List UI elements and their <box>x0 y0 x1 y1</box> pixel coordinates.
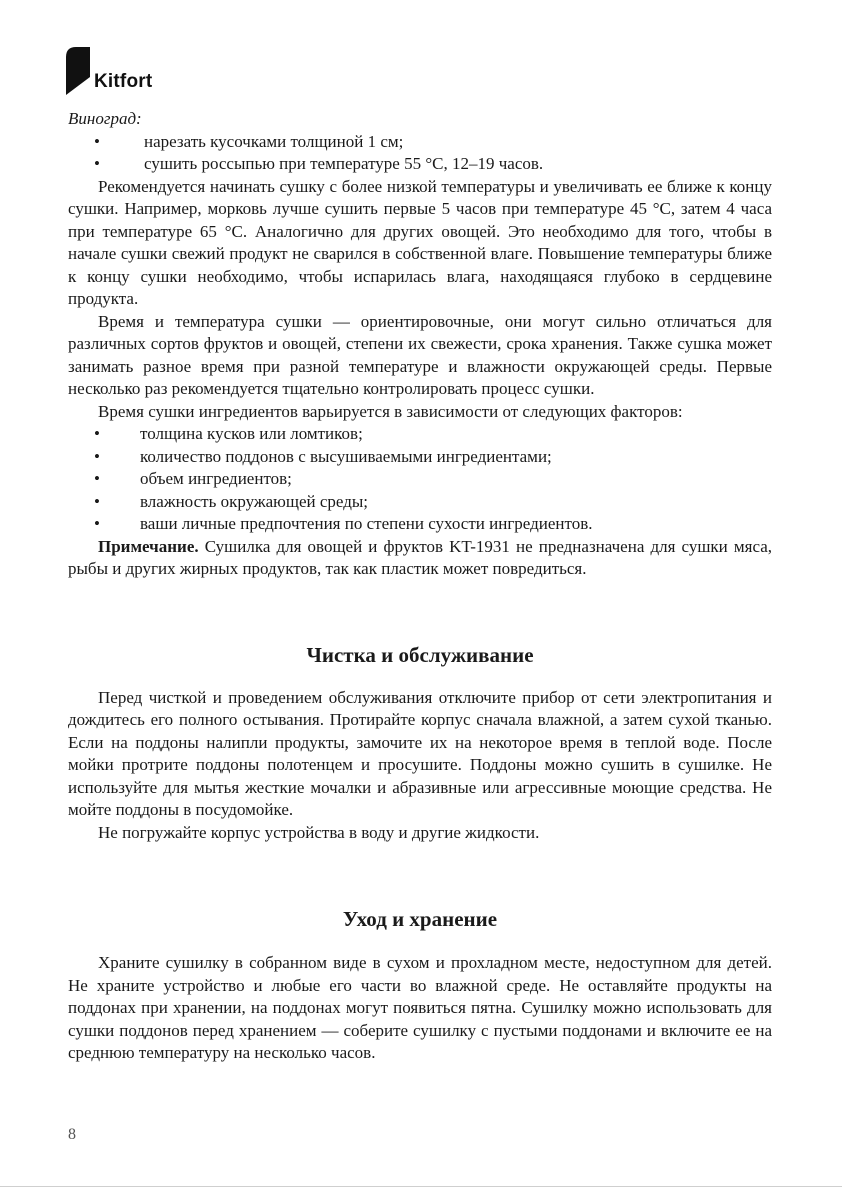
bullet: • <box>94 469 100 488</box>
grapes-list <box>68 131 772 176</box>
note-label: Примечание. <box>98 536 199 556</box>
bullet: • <box>94 446 100 466</box>
list-item: • объем ингредиентов; <box>68 468 772 491</box>
factors-list <box>68 423 772 536</box>
bullet: • <box>94 514 100 533</box>
list-item: • толщина кусков или ломтиков; <box>68 423 772 446</box>
page-number: 8 <box>68 1126 76 1143</box>
bullet: • <box>94 424 100 443</box>
list-item: • влажность окружающей среды; <box>68 491 772 514</box>
paragraph-storage: Храните сушилку в собранном виде в сухом и прохладном месте, недоступном для детей. Не храните устройство и любые его части во влажной среде. Не оставляйте продукты на поддонах при хранении, на поддонах могут появиться пятна. Сушилку можно использовать для сушки поддонов перед хранением — соберите сушилку с пустыми поддонами и включите ее на среднюю температуру на несколько часов. <box>68 953 772 1062</box>
bullet: • <box>94 131 100 151</box>
list-item: • сушить россыпью при температуре 55 °C, 12–19 часов. <box>68 153 772 176</box>
section-title-cleaning: Чистка и обслуживание <box>306 642 534 667</box>
paragraph-factors-intro: Время сушки ингредиентов варьируется в зависимости от следующих факторов: <box>98 401 683 421</box>
brand-name: Kitfort <box>94 71 153 92</box>
note-paragraph: Примечание. Сушилка для овощей и фруктов KT-1931 не предназначена для сушки мяса, рыбы и других жирных продуктов, так как пластик может повредиться. <box>68 536 772 578</box>
paragraph-time: Время и температура сушки — ориентировочные, они могут сильно отличаться для различных сортов фруктов и овощей, степени их свежести, срока хранения. Также сушка может занимать разное время при разной температуре и влажности окружающей среды. Первые несколько раз рекомендуется тщательно контролировать процесс сушки. <box>68 311 772 398</box>
grapes-title: Виноград: <box>68 109 142 128</box>
list-item: • количество поддонов с высушиваемыми ингредиентами; <box>68 446 772 469</box>
bottom-rule <box>0 1186 842 1187</box>
paragraph-no-immerse: Не погружайте корпус устройства в воду и другие жидкости. <box>98 822 540 842</box>
paragraph-cleaning: Перед чисткой и проведением обслуживания отключите прибор от сети электропитания и дождитесь его полного остывания. Протирайте корпус сначала влажной, а затем сухой тканью. Если на поддоны налипли продукты, замочите их на некоторое время в теплой воде. После мойки протрите поддоны полотенцем и просушите. Поддоны можно сушить в сушилке. Не используйте для мытья жесткие мочалки и абразивные или агрессивные моющие средства. Не мойте поддоны в посудомойке. <box>68 687 772 819</box>
bullet: • <box>94 491 100 511</box>
bullet: • <box>94 154 100 173</box>
paragraph-temperature: Рекомендуется начинать сушку с более низкой температуры и увеличивать ее ближе к концу сушки. Например, морковь лучше сушить первые 5 часов при температуре 45 °C, затем 4 часа при температуре 65 °C. Аналогично для других овощей. Это необходимо для того, чтобы в начале сушки свежий продукт не сварился в собственной влаге. Повышение температуры ближе к концу сушки необходимо, чтобы испарилась влага, находящаяся глубоко в сердцевине продукта. <box>68 176 772 308</box>
brand-logo <box>66 47 166 97</box>
section-title-storage: Уход и хранение <box>342 907 498 931</box>
document-body <box>68 108 772 1065</box>
kitfort-logo-icon <box>66 47 94 95</box>
list-item: • нарезать кусочками толщиной 1 см; <box>68 131 772 154</box>
list-item: • ваши личные предпочтения по степени сухости ингредиентов. <box>68 513 772 536</box>
